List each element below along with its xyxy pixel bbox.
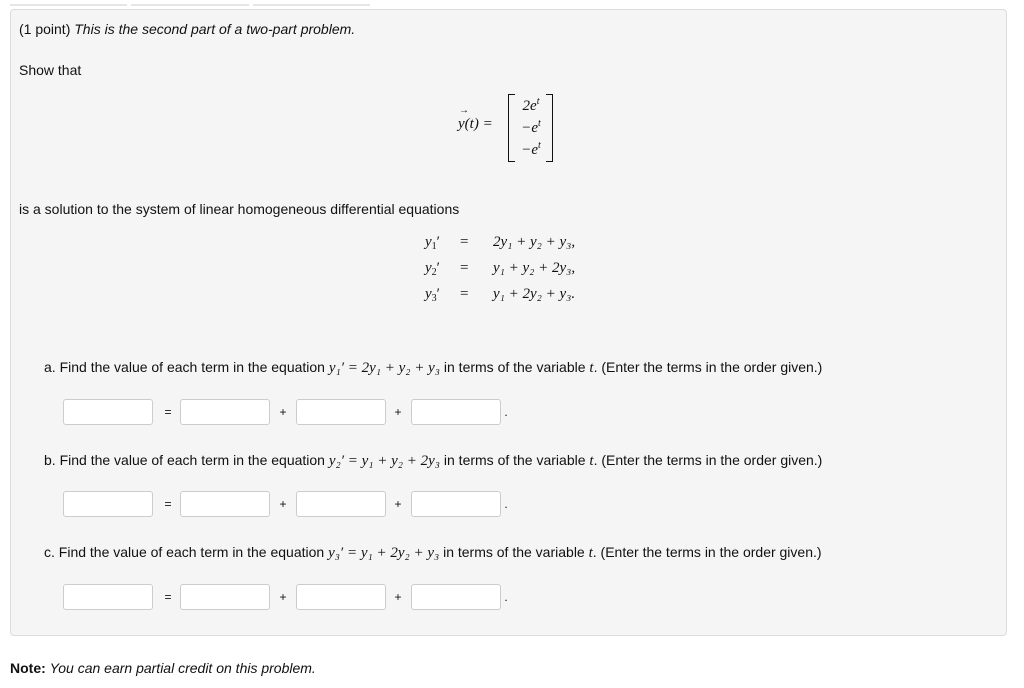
part-b-answer-1[interactable] (63, 491, 153, 517)
part-c-answer-1[interactable] (63, 584, 153, 610)
part-b-answer-3[interactable] (296, 491, 386, 517)
part-c-answer-2[interactable] (180, 584, 270, 610)
show-that-label: Show that (19, 62, 82, 78)
part-b-equation: y₂′ = y₁ + y₂ + 2y₃ (328, 453, 440, 469)
part-c-plus-sign-1: + (279, 590, 287, 604)
part-b-answer-2[interactable] (180, 491, 270, 517)
note-text: You can earn partial credit on this problem. (49, 660, 316, 676)
part-c-period: . (504, 590, 508, 604)
part-c-answer-3[interactable] (296, 584, 386, 610)
part-c-equation: y₃′ = y₁ + 2y₂ + y₃ (328, 545, 440, 561)
vector-lhs: y(t) = (458, 116, 493, 132)
part-c-prompt: c. Find the value of each term in the equation y₃′ = y₁ + 2y₂ + y₃ in terms of the variable t. (Enter the terms in the order given.) (44, 544, 822, 561)
vector-entry-3: $-e^t$ (521, 140, 541, 158)
part-b-equals-sign: = (164, 497, 172, 511)
system-equation-1: $y_1'$ = 2y₁ + y₂ + y₃, (425, 234, 576, 252)
vector-entry-1: $2e^t$ (522, 96, 540, 114)
problem-description: This is the second part of a two-part problem. (74, 21, 356, 37)
part-c-equals-sign: = (164, 590, 172, 604)
part-a-prompt: a. Find the value of each term in the equation y₁′ = 2y₁ + y₂ + y₃ in terms of the variable t. (Enter the terms in the order given.) (44, 359, 823, 376)
part-a-answer-1[interactable] (63, 399, 153, 425)
part-a-equation: y₁′ = 2y₁ + y₂ + y₃ (328, 360, 440, 376)
part-b-plus-sign-2: + (394, 497, 402, 511)
vector-arrow-icon: → (459, 105, 469, 116)
solution-statement: is a solution to the system of linear homogeneous differential equations (19, 201, 460, 217)
part-a-equals-sign: = (164, 405, 172, 419)
partial-credit-note (10, 660, 316, 676)
part-a-answer-3[interactable] (296, 399, 386, 425)
part-a-plus-sign-1: + (279, 405, 287, 419)
part-a-period: . (504, 405, 508, 419)
part-a-answer-2[interactable] (180, 399, 270, 425)
top-tab-strip (10, 0, 370, 6)
system-equation-2: $y_2'$ = y₁ + y₂ + 2y₃, (425, 260, 576, 278)
part-c-answer-4[interactable] (411, 584, 501, 610)
part-a-plus-sign-2: + (394, 405, 402, 419)
vector-entry-2: $-e^t$ (521, 118, 541, 136)
part-c-plus-sign-2: + (394, 590, 402, 604)
problem-points: (1 point) (19, 21, 71, 37)
part-b-prompt: b. Find the value of each term in the equation y₂′ = y₁ + y₂ + 2y₃ in terms of the variable t. (Enter the terms in the order given.) (44, 452, 823, 469)
note-label: Note: (10, 660, 46, 676)
system-equation-3: $y_3'$ = y₁ + 2y₂ + y₃. (425, 286, 576, 304)
part-b-period: . (504, 497, 508, 511)
part-b-answer-4[interactable] (411, 491, 501, 517)
problem-intro (19, 20, 355, 38)
part-a-answer-4[interactable] (411, 399, 501, 425)
part-b-plus-sign-1: + (279, 497, 287, 511)
